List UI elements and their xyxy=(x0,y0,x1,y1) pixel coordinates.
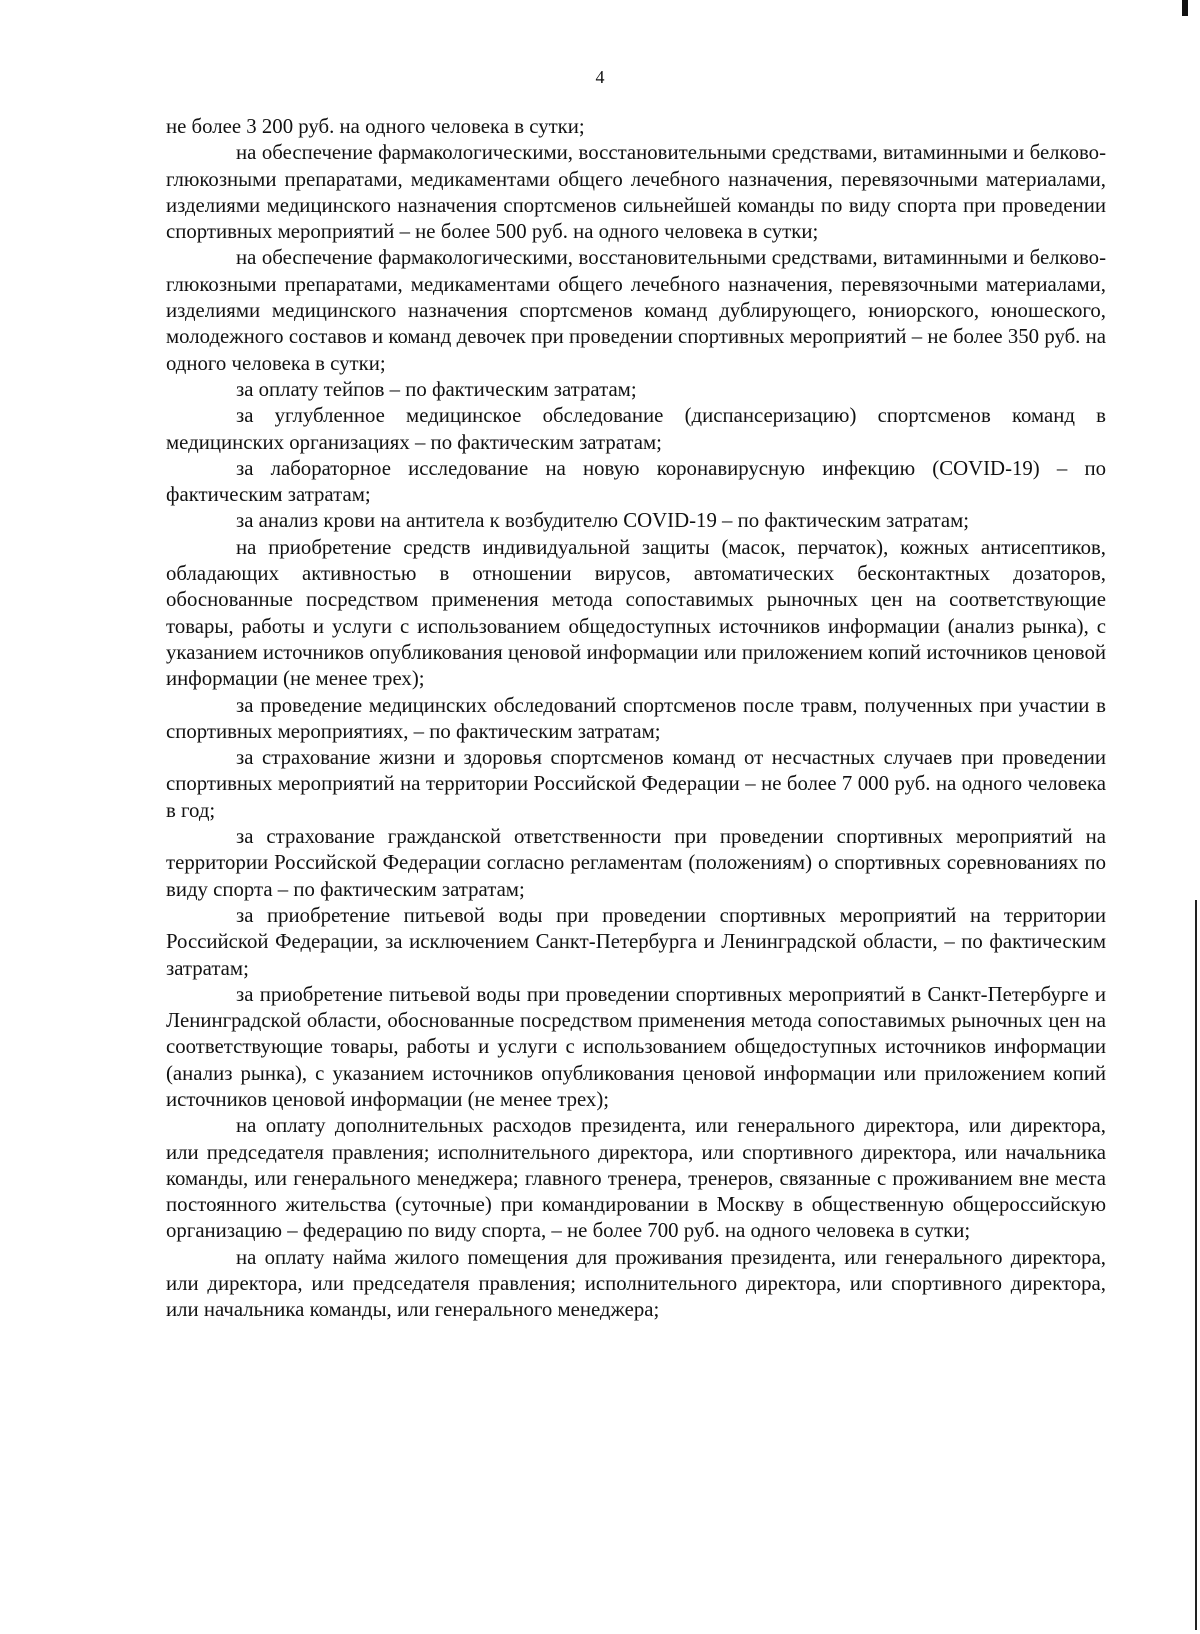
paragraph: за страхование гражданской ответственности при проведении спортивных мероприятий на территории Российской Федерации согласно регламентам (положениям) о спортивных соревнованиях по виду спорта – по фактическим затратам; xyxy=(166,825,1106,901)
scan-edge-line xyxy=(1195,900,1197,1630)
paragraph: за приобретение питьевой воды при проведении спортивных мероприятий в Санкт-Петербурге и Ленинградской области, обоснованные посредством применения метода сопоставимых рыночных цен на соответствующие товары, работы и услуги с использованием общедоступных источников информации (анализ рынка), с указанием источников опубликования ценовой информации или приложением копий источников ценовой информации (не менее трех); xyxy=(166,982,1106,1111)
paragraph: не более 3 200 руб. на одного человека в сутки; xyxy=(166,115,585,138)
paragraph: на приобретение средств индивидуальной защиты (масок, перчаток), кожных антисептиков, обладающих активностью в отношении вирусов, автоматических бесконтактных дозаторов, обоснованные посредством применения метода сопоставимых рыночных цен на соответствующие товары, работы и услуги с использованием общедоступных источников информации (анализ рынка), с указанием источников опубликования ценовой информации или приложением копий источников ценовой информации (не менее трех); xyxy=(166,535,1106,691)
paragraph: за проведение медицинских обследований спортсменов после травм, полученных при участии в спортивных мероприятиях, – по фактическим затратам; xyxy=(166,693,1106,743)
paragraph: за приобретение питьевой воды при проведении спортивных мероприятий на территории Российской Федерации, за исключением Санкт-Петербурга и Ленинградской области, – по фактическим затратам; xyxy=(166,903,1106,980)
paragraph: на обеспечение фармакологическими, восстановительными средствами, витаминными и белково-глюкозными препаратами, медикаментами общего лечебного назначения, перевязочными материалами, изделиями медицинского назначения спортсменов сильнейшей команды по виду спорта при проведении спортивных мероприятий – не более 500 руб. на одного человека в сутки; xyxy=(166,141,1106,244)
page-number: 4 xyxy=(595,67,605,87)
paragraph: за страхование жизни и здоровья спортсменов команд от несчастных случаев при проведении спортивных мероприятий на территории Российской Федерации – не более 7 000 руб. на одного человека в год; xyxy=(166,746,1106,822)
paragraph: на оплату дополнительных расходов президента, или генерального директора, или директора, или председателя правления; исполнительного директора, или спортивного директора, или начальника команды, или генерального менеджера; главного тренера, тренеров, связанные с проживанием вне места постоянного жительства (суточные) при командировании в Москву в общественную общероссийскую организацию – федерацию по виду спорта, – не более 700 руб. на одного человека в сутки; xyxy=(166,1114,1106,1243)
scan-corner-mark xyxy=(1182,0,1188,16)
paragraph: на обеспечение фармакологическими, восстановительными средствами, витаминными и белково-глюкозными препаратами, медикаментами общего лечебного назначения, перевязочными материалами, изделиями медицинского назначения спортсменов команд дублирующего, юниорского, юношеского, молодежного составов и команд девочек при проведении спортивных мероприятий – не более 350 руб. на одного человека в сутки; xyxy=(166,246,1106,375)
paragraph: за оплату тейпов – по фактическим затратам; xyxy=(236,377,637,401)
paragraph: на оплату найма жилого помещения для проживания президента, или генерального директора, или директора, или председателя правления; исполнительного директора, или спортивного директора, или начальника команды, или генерального менеджера; xyxy=(166,1245,1106,1322)
paragraph: за лабораторное исследование на новую коронавирусную инфекцию (COVID-19) – по фактическим затратам; xyxy=(166,456,1106,507)
paragraph: за углубленное медицинское обследование (диспансеризацию) спортсменов команд в медицинских организациях – по фактическим затратам; xyxy=(166,404,1106,454)
paragraph: за анализ крови на антитела к возбудителю COVID-19 – по фактическим затратам; xyxy=(236,509,970,533)
document-body xyxy=(166,114,1106,1324)
